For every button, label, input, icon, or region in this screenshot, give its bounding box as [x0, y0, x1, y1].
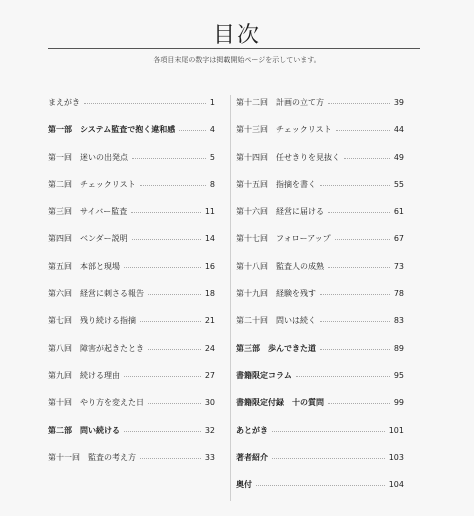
- toc-entry-label: 奥付: [236, 480, 252, 490]
- toc-leader-dots: [124, 431, 201, 432]
- toc-entry-page: 99: [393, 398, 404, 408]
- toc-entry[interactable]: [48, 288, 215, 315]
- toc-entry-label: あとがき: [236, 425, 268, 435]
- toc-entry-label: 書籍限定付録 十の質問: [236, 398, 324, 408]
- toc-entry[interactable]: [236, 288, 404, 315]
- toc-entry[interactable]: [236, 452, 404, 479]
- toc-entry-label: 第十七回 フォローアップ: [236, 234, 331, 244]
- toc-entry-page: 30: [204, 398, 215, 408]
- toc-entry-page: 78: [393, 289, 404, 299]
- toc-entry-page: 89: [393, 343, 404, 353]
- toc-leader-dots: [320, 349, 390, 350]
- toc-entry-label: 第三部 歩んできた道: [236, 343, 316, 353]
- toc-entry[interactable]: [48, 315, 215, 342]
- toc-leader-dots: [320, 321, 390, 322]
- toc-entry-page: 83: [393, 316, 404, 326]
- toc-entry-page: 16: [204, 261, 215, 271]
- toc-entry[interactable]: [48, 261, 215, 288]
- toc-entry-label: 第一回 迷いの出発点: [48, 152, 128, 162]
- toc-entry-page: 1: [209, 98, 215, 107]
- toc-entry-label: 第二部 問い続ける: [48, 425, 120, 435]
- toc-leader-dots: [320, 294, 390, 295]
- column-divider: [230, 95, 231, 501]
- toc-entry-label: 第四回 ベンダー説明: [48, 234, 128, 244]
- toc-entry-page: 27: [204, 370, 215, 380]
- toc-leader-dots: [272, 458, 385, 459]
- toc-entry-page: 101: [388, 425, 404, 435]
- toc-leader-dots: [335, 239, 390, 240]
- toc-entry-page: 103: [388, 452, 404, 462]
- toc-left-column: [48, 97, 215, 479]
- toc-entry[interactable]: [236, 179, 404, 206]
- toc-entry[interactable]: [48, 397, 215, 424]
- toc-entry-label: 第九回 続ける理由: [48, 370, 120, 380]
- toc-entry[interactable]: [236, 479, 404, 506]
- toc-entry-page: 49: [393, 152, 404, 162]
- toc-entry[interactable]: [236, 152, 404, 179]
- toc-leader-dots: [140, 458, 201, 459]
- toc-entry-page: 95: [393, 370, 404, 380]
- toc-entry-page: 18: [204, 289, 215, 299]
- toc-leader-dots: [124, 267, 201, 268]
- toc-entry-label: 第二十回 問いは続く: [236, 316, 316, 326]
- toc-entry[interactable]: [48, 206, 215, 233]
- toc-entry-label: 書籍限定コラム: [236, 370, 292, 380]
- toc-entry-page: 14: [204, 234, 215, 244]
- toc-leader-dots: [148, 294, 201, 295]
- toc-entry-label: まえがき: [48, 98, 80, 107]
- toc-entry-label: 第十二回 計画の立て方: [236, 98, 324, 107]
- toc-entry-page: 67: [393, 234, 404, 244]
- toc-leader-dots: [124, 376, 201, 377]
- toc-leader-dots: [148, 403, 201, 404]
- toc-entry[interactable]: [236, 315, 404, 342]
- toc-entry[interactable]: [48, 343, 215, 370]
- toc-entry-label: 第十回 やり方を変えた日: [48, 398, 144, 408]
- page-subtitle: 各項目末尾の数字は掲載開始ページを示しています。: [153, 56, 321, 64]
- toc-entry-label: 第八回 障害が起きたとき: [48, 343, 144, 353]
- toc-entry[interactable]: [236, 233, 404, 260]
- toc-entry[interactable]: [236, 370, 404, 397]
- toc-leader-dots: [328, 267, 390, 268]
- toc-entry-page: 8: [209, 179, 215, 189]
- toc-leader-dots: [148, 349, 201, 350]
- toc-leader-dots: [328, 403, 390, 404]
- page-title: 目次: [212, 23, 261, 48]
- toc-leader-dots: [140, 185, 206, 186]
- toc-entry-label: 第十六回 経営に届ける: [236, 207, 324, 217]
- toc-entry[interactable]: [48, 370, 215, 397]
- toc-leader-dots: [179, 130, 206, 131]
- toc-entry-page: 4: [209, 125, 215, 135]
- toc-leader-dots: [336, 130, 390, 131]
- toc-leader-dots: [131, 212, 201, 213]
- toc-entry[interactable]: [236, 343, 404, 370]
- toc-entry-label: 第十九回 経験を残す: [236, 289, 316, 299]
- toc-entry-label: 第十一回 監査の考え方: [48, 452, 136, 462]
- toc-entry[interactable]: [236, 97, 404, 124]
- toc-entry-label: 第十八回 監査人の成熟: [236, 261, 324, 271]
- toc-leader-dots: [256, 485, 385, 486]
- toc-entry[interactable]: [236, 397, 404, 424]
- toc-right-column: [236, 97, 404, 506]
- toc-entry-page: 39: [393, 98, 404, 107]
- toc-entry-label: 第七回 残り続ける指摘: [48, 316, 136, 326]
- toc-entry-label: 第十三回 チェックリスト: [236, 125, 332, 135]
- toc-entry-label: 第六回 経営に刺さる報告: [48, 289, 144, 299]
- toc-entry-label: 第五回 本部と現場: [48, 261, 120, 271]
- toc-leader-dots: [328, 103, 390, 104]
- toc-entry-label: 著者紹介: [236, 452, 268, 462]
- toc-entry-page: 55: [393, 179, 404, 189]
- toc-leader-dots: [132, 239, 201, 240]
- toc-entry-page: 61: [393, 207, 404, 217]
- toc-entry-page: 11: [204, 207, 215, 217]
- toc-entry-label: 第一部 システム監査で抱く違和感: [48, 125, 176, 135]
- toc-entry-label: 第十五回 指摘を書く: [236, 179, 316, 189]
- toc-entry-page: 24: [204, 343, 215, 353]
- toc-entry[interactable]: [48, 452, 215, 479]
- toc-entry[interactable]: [48, 97, 215, 124]
- toc-leader-dots: [320, 185, 390, 186]
- toc-entry-page: 33: [204, 452, 215, 462]
- toc-leader-dots: [140, 321, 201, 322]
- toc-leader-dots: [132, 158, 206, 159]
- toc-entry-label: 第三回 サイバー監査: [48, 207, 128, 217]
- toc-entry-label: 第二回 チェックリスト: [48, 179, 136, 189]
- toc-entry[interactable]: [48, 179, 215, 206]
- toc-entry[interactable]: [48, 152, 215, 179]
- toc-entry[interactable]: [48, 425, 215, 452]
- title-rule: [48, 48, 420, 49]
- toc-leader-dots: [84, 103, 206, 104]
- toc-entry-page: 44: [393, 125, 404, 135]
- toc-entry[interactable]: [236, 425, 404, 452]
- toc-entry-page: 21: [204, 316, 215, 326]
- toc-entry[interactable]: [48, 124, 215, 151]
- toc-leader-dots: [328, 212, 390, 213]
- toc-leader-dots: [272, 431, 385, 432]
- toc-entry[interactable]: [236, 124, 404, 151]
- toc-entry-page: 5: [209, 152, 215, 162]
- toc-entry-label: 第十四回 任せきりを見抜く: [236, 152, 340, 162]
- toc-entry-page: 32: [204, 425, 215, 435]
- toc-entry-page: 104: [388, 480, 404, 490]
- toc-leader-dots: [344, 158, 390, 159]
- toc-entry-page: 73: [393, 261, 404, 271]
- toc-leader-dots: [296, 376, 390, 377]
- toc-entry[interactable]: [236, 206, 404, 233]
- toc-entry[interactable]: [48, 233, 215, 260]
- toc-entry[interactable]: [236, 261, 404, 288]
